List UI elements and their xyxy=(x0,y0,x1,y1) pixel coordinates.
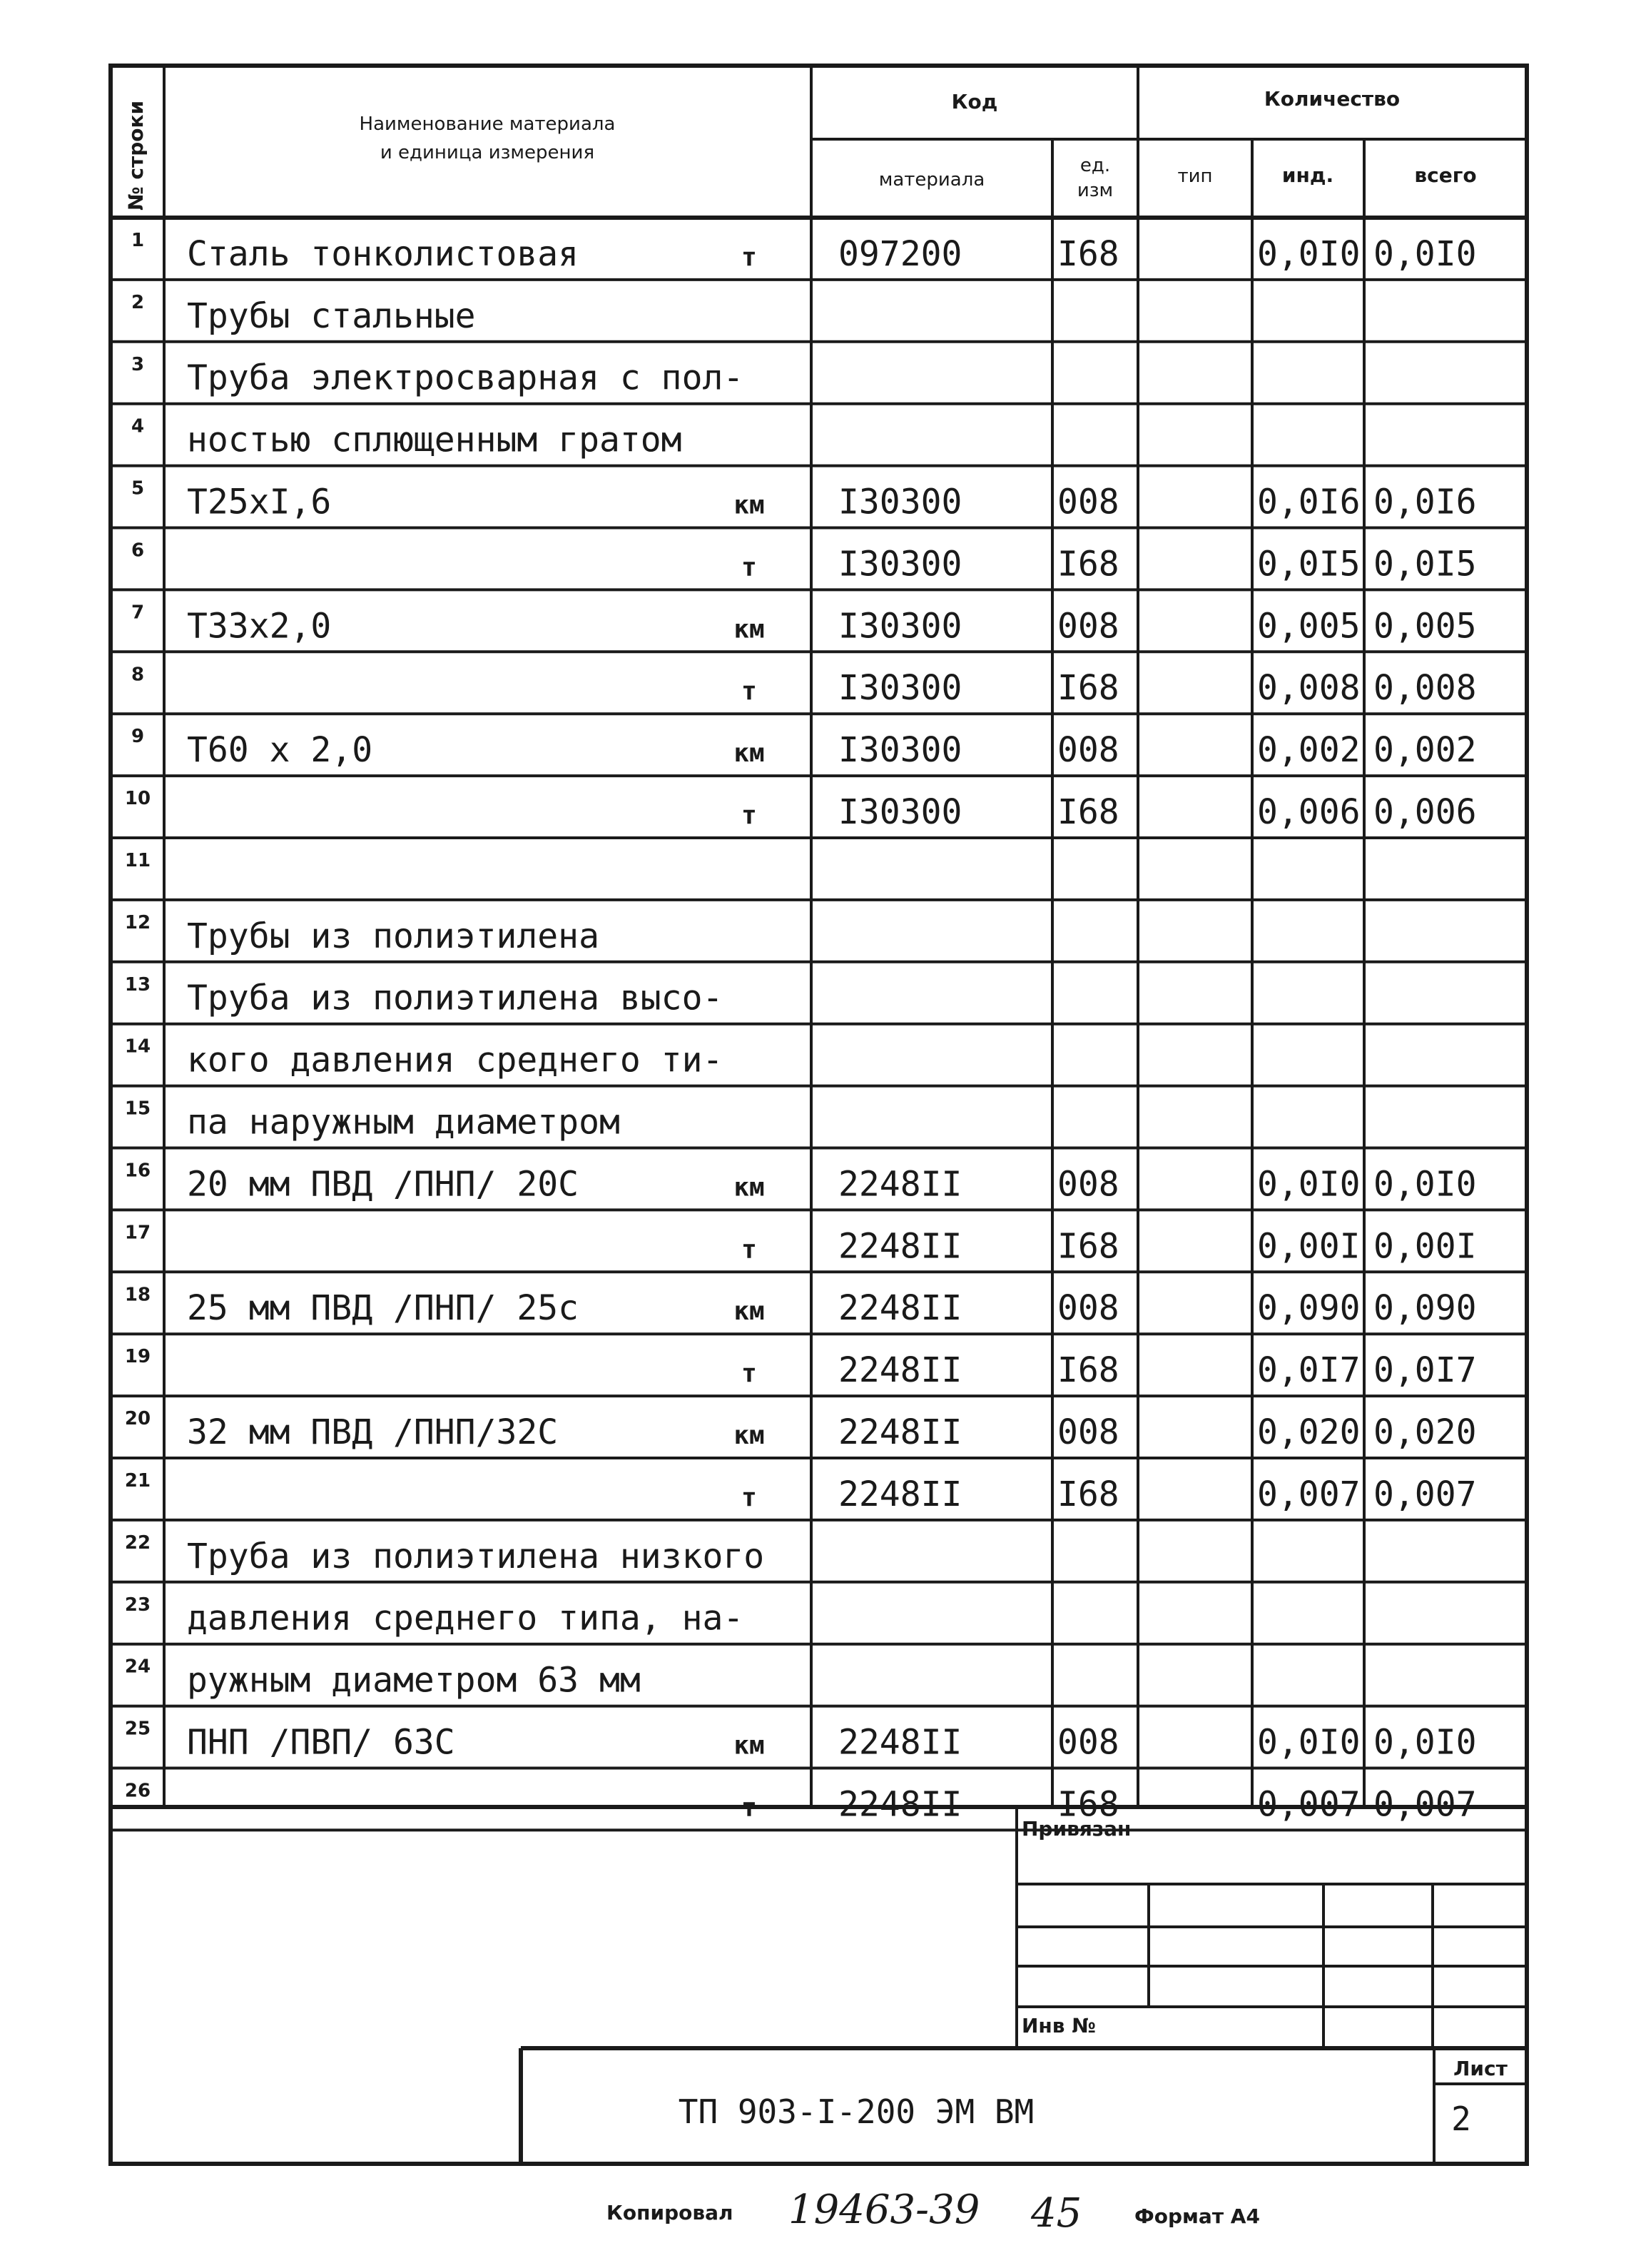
material-name: Сталь тонколистовая xyxy=(187,233,579,274)
row-number: 2 xyxy=(131,291,145,313)
unit-code: 008 xyxy=(1057,482,1119,522)
material-code: I30300 xyxy=(838,792,962,832)
unit-of-measure: т xyxy=(741,1359,757,1389)
row-number: 18 xyxy=(124,1284,151,1306)
material-name: Трубы из полиэтилена xyxy=(187,916,599,956)
material-name: Труба из полиэтилена высо- xyxy=(187,978,723,1018)
quantity-ind: 0,0I0 xyxy=(1257,1722,1361,1763)
unit-code: 008 xyxy=(1057,1288,1119,1329)
row-number: 19 xyxy=(124,1346,151,1368)
material-name: ружным диаметром 63 мм xyxy=(187,1660,641,1701)
code-group-header: Код xyxy=(951,90,998,113)
materials-table-body xyxy=(111,230,1527,1830)
material-name: 25 мм ПВД /ПНП/ 25с xyxy=(187,1288,579,1329)
row-number: 1 xyxy=(131,230,145,251)
quantity-total: 0,0I5 xyxy=(1373,544,1477,584)
quantity-total: 0,00I xyxy=(1373,1226,1477,1267)
unit-of-measure: км xyxy=(733,490,765,520)
unit-of-measure: км xyxy=(733,1731,765,1761)
row-number: 17 xyxy=(124,1222,151,1244)
material-name: кого давления среднего ти- xyxy=(187,1040,723,1080)
unit-of-measure: т xyxy=(741,552,757,582)
table-row xyxy=(111,478,1527,528)
table-row xyxy=(111,602,1527,652)
code-unit-header-line1: ед. xyxy=(1079,155,1111,176)
document-code: ТП 903-I-200 ЭМ ВМ xyxy=(678,2092,1035,2131)
quantity-ind: 0,008 xyxy=(1257,668,1361,709)
name-column-header-line2: и единица измерения xyxy=(380,142,595,163)
table-row xyxy=(111,912,1527,962)
material-code: 2248II xyxy=(838,1412,962,1452)
row-number: 11 xyxy=(124,850,151,871)
table-row xyxy=(111,1098,1527,1148)
quantity-ind: 0,00I xyxy=(1257,1226,1361,1267)
unit-of-measure: т xyxy=(741,1793,757,1823)
quantity-ind: 0,0I6 xyxy=(1257,482,1361,522)
table-row xyxy=(111,1222,1527,1272)
row-number: 4 xyxy=(131,415,145,437)
quantity-ind: 0,007 xyxy=(1257,1474,1361,1514)
table-row xyxy=(111,354,1527,404)
row-number: 13 xyxy=(124,973,151,996)
table-row xyxy=(111,1594,1527,1644)
table-row xyxy=(111,1656,1527,1706)
unit-code: I68 xyxy=(1057,792,1119,832)
copied-number: 19463-39 xyxy=(788,2187,980,2233)
quantity-total: 0,090 xyxy=(1373,1288,1477,1329)
material-name: давления среднего типа, на- xyxy=(187,1598,744,1639)
unit-of-measure: т xyxy=(741,1482,757,1512)
unit-code: 008 xyxy=(1057,606,1119,647)
material-code: 097200 xyxy=(838,233,962,274)
unit-of-measure: км xyxy=(733,614,765,644)
sheet-label: Лист xyxy=(1453,2057,1508,2080)
unit-of-measure: км xyxy=(733,739,765,769)
quantity-total: 0,0I7 xyxy=(1373,1350,1477,1391)
material-name: 20 мм ПВД /ПНП/ 20С xyxy=(187,1164,579,1205)
material-code: 2248II xyxy=(838,1474,962,1514)
quantity-group-header: Количество xyxy=(1264,87,1401,111)
quantity-total-header: всего xyxy=(1414,163,1477,187)
unit-of-measure: км xyxy=(733,1297,765,1327)
unit-code: 008 xyxy=(1057,730,1119,771)
table-row xyxy=(111,1160,1527,1210)
unit-of-measure: т xyxy=(741,801,757,830)
table-row xyxy=(111,230,1527,280)
quantity-ind-header: инд. xyxy=(1281,163,1334,187)
quantity-ind: 0,0I0 xyxy=(1257,233,1361,274)
name-column-header-line1: Наименование материала xyxy=(359,113,616,135)
privyazan-label: Привязан xyxy=(1022,1817,1132,1841)
row-number: 14 xyxy=(124,1036,151,1058)
row-number: 9 xyxy=(131,726,145,748)
row-number: 16 xyxy=(124,1160,151,1182)
unit-of-measure: км xyxy=(733,1173,765,1203)
unit-code: 008 xyxy=(1057,1722,1119,1763)
row-number: 23 xyxy=(124,1594,151,1616)
sheet-number: 2 xyxy=(1451,2100,1471,2138)
unit-code: I68 xyxy=(1057,1350,1119,1391)
table-row xyxy=(111,788,1527,838)
table-row xyxy=(111,974,1527,1024)
row-number: 6 xyxy=(131,540,145,562)
material-code: 2248II xyxy=(838,1226,962,1267)
unit-code: I68 xyxy=(1057,544,1119,584)
material-code: I30300 xyxy=(838,668,962,709)
table-row xyxy=(111,664,1527,714)
rownum-column-header: № строки xyxy=(124,100,148,211)
quantity-total: 0,0I0 xyxy=(1373,233,1477,274)
unit-code: I68 xyxy=(1057,233,1119,274)
row-number: 12 xyxy=(124,911,151,933)
quantity-total: 0,006 xyxy=(1373,792,1477,832)
page-mark: 45 xyxy=(1031,2190,1082,2237)
table-row xyxy=(111,726,1527,776)
table-row xyxy=(111,1532,1527,1582)
unit-code: 008 xyxy=(1057,1164,1119,1205)
quantity-total: 0,0I0 xyxy=(1373,1164,1477,1205)
material-name: 32 мм ПВД /ПНП/32С xyxy=(187,1412,559,1452)
material-code: I30300 xyxy=(838,482,962,522)
row-number: 21 xyxy=(124,1470,151,1492)
material-name: Т33х2,0 xyxy=(187,606,332,647)
quantity-ind: 0,0I0 xyxy=(1257,1164,1361,1205)
material-code: 2248II xyxy=(838,1288,962,1329)
material-name: ПНП /ПВП/ 63С xyxy=(187,1722,455,1763)
format-label: Формат А4 xyxy=(1134,2204,1260,2228)
table-row xyxy=(111,292,1527,342)
quantity-total: 0,007 xyxy=(1373,1784,1477,1825)
material-name: па наружным диаметром xyxy=(187,1102,620,1143)
material-code: I30300 xyxy=(838,606,962,647)
quantity-ind: 0,005 xyxy=(1257,606,1361,647)
material-name: Труба электросварная с пол- xyxy=(187,358,744,398)
quantity-ind: 0,020 xyxy=(1257,1412,1361,1452)
material-code: 2248II xyxy=(838,1784,962,1825)
quantity-ind: 0,007 xyxy=(1257,1784,1361,1825)
unit-code: I68 xyxy=(1057,1784,1119,1825)
row-number: 25 xyxy=(124,1718,151,1740)
table-row xyxy=(111,1408,1527,1458)
table-row xyxy=(111,540,1527,590)
quantity-ind: 0,006 xyxy=(1257,792,1361,832)
row-number: 24 xyxy=(124,1656,151,1678)
table-row xyxy=(111,1470,1527,1520)
row-number: 8 xyxy=(131,664,145,686)
material-name: Трубы стальные xyxy=(187,295,476,336)
table-row xyxy=(111,1284,1527,1334)
unit-code: I68 xyxy=(1057,1474,1119,1514)
quantity-ind: 0,002 xyxy=(1257,730,1361,771)
table-row xyxy=(111,1036,1527,1086)
quantity-total: 0,007 xyxy=(1373,1474,1477,1514)
quantity-total: 0,002 xyxy=(1373,730,1477,771)
row-number: 22 xyxy=(124,1532,151,1554)
row-number: 7 xyxy=(131,602,145,624)
quantity-ind: 0,0I7 xyxy=(1257,1350,1361,1391)
unit-of-measure: т xyxy=(741,1235,757,1265)
material-name: Труба из полиэтилена низкого xyxy=(187,1536,765,1576)
unit-code: 008 xyxy=(1057,1412,1119,1452)
material-name: Т25хI,6 xyxy=(187,482,332,522)
unit-code: I68 xyxy=(1057,1226,1119,1267)
unit-of-measure: т xyxy=(741,677,757,707)
material-code: 2248II xyxy=(838,1722,962,1763)
copied-label: Копировал xyxy=(606,2201,733,2224)
table-row xyxy=(111,416,1527,466)
quantity-total: 0,0I0 xyxy=(1373,1722,1477,1763)
material-code: 2248II xyxy=(838,1164,962,1205)
inv-number-label: Инв № xyxy=(1022,2014,1096,2037)
row-number: 26 xyxy=(124,1780,151,1802)
table-row xyxy=(111,1718,1527,1768)
row-number: 10 xyxy=(124,788,151,810)
quantity-total: 0,008 xyxy=(1373,668,1477,709)
unit-of-measure: т xyxy=(741,242,757,272)
material-code: I30300 xyxy=(838,730,962,771)
quantity-ind: 0,0I5 xyxy=(1257,544,1361,584)
quantity-total: 0,0I6 xyxy=(1373,482,1477,522)
row-number: 3 xyxy=(131,353,145,375)
material-name: Т60 х 2,0 xyxy=(187,730,373,771)
material-name: ностью сплющенным гратом xyxy=(187,420,682,460)
quantity-type-header: тип xyxy=(1177,166,1213,187)
row-number: 15 xyxy=(124,1098,151,1120)
quantity-ind: 0,090 xyxy=(1257,1288,1361,1329)
unit-code: I68 xyxy=(1057,668,1119,709)
row-number: 20 xyxy=(124,1408,151,1430)
code-material-header: материала xyxy=(878,169,985,191)
row-number: 5 xyxy=(131,477,145,500)
quantity-total: 0,020 xyxy=(1373,1412,1477,1452)
material-code: I30300 xyxy=(838,544,962,584)
material-code: 2248II xyxy=(838,1350,962,1391)
table-row xyxy=(111,1346,1527,1396)
unit-of-measure: км xyxy=(733,1421,765,1450)
code-unit-header-line2: изм xyxy=(1077,180,1114,201)
table-row xyxy=(111,850,1527,900)
quantity-total: 0,005 xyxy=(1373,606,1477,647)
